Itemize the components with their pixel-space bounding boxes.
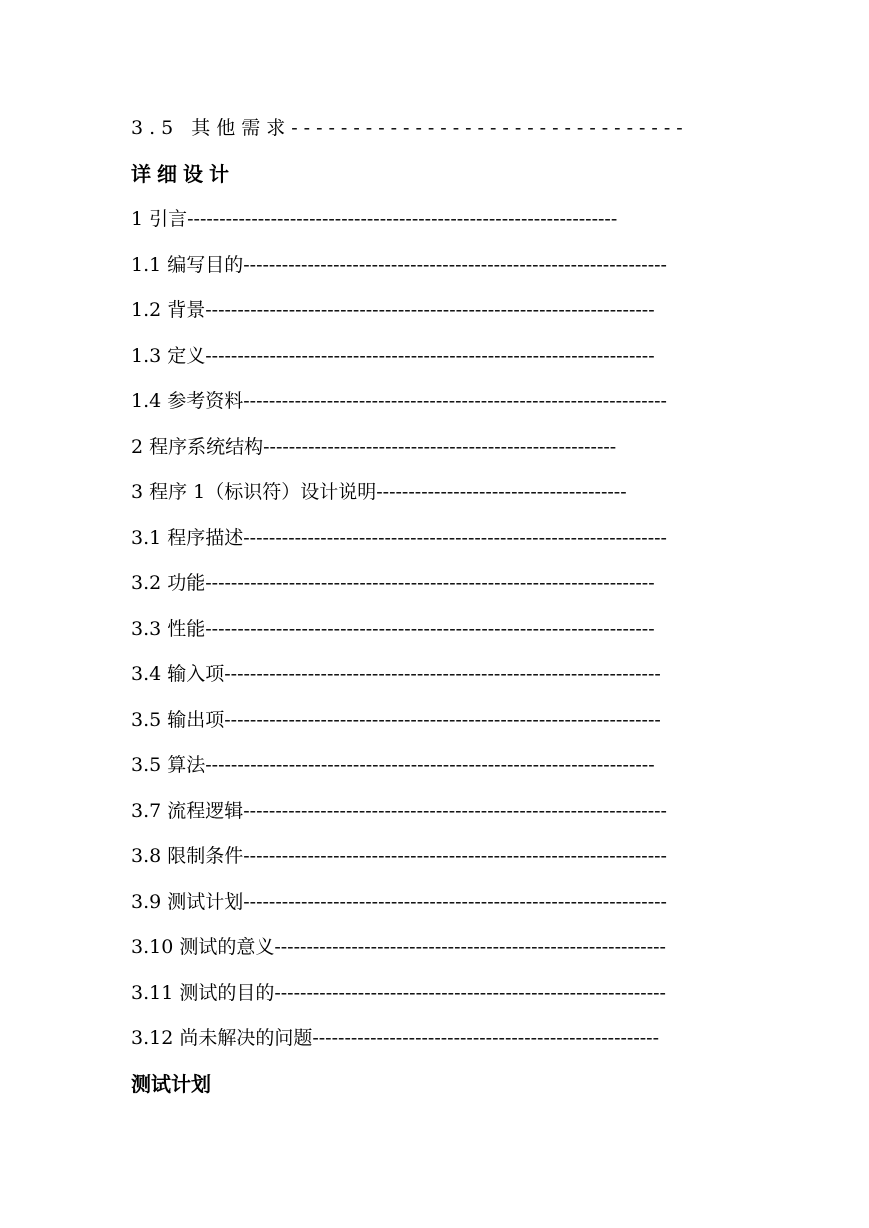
toc-entry-3-8: 3.8 限制条件------------------------------------------------------------------ — [131, 845, 667, 867]
toc-entry-3-1: 3.1 程序描述------------------------------------------------------------------ — [131, 527, 667, 549]
toc-entry-3-5-output: 3.5 输出项-------------------------------------------------------------------- — [131, 709, 661, 731]
toc-entry-3-10: 3.10 测试的意义------------------------------------------------------------- — [131, 936, 666, 958]
toc-entry-3-2: 3.2 功能---------------------------------------------------------------------- — [131, 572, 655, 594]
toc-entry-1-3: 1.3 定义---------------------------------------------------------------------- — [131, 345, 655, 367]
toc-entry-3-5-algorithm: 3.5 算法---------------------------------------------------------------------- — [131, 754, 655, 776]
toc-entry-3-7: 3.7 流程逻辑------------------------------------------------------------------ — [131, 800, 667, 822]
toc-entry-3-11: 3.11 测试的目的------------------------------------------------------------- — [131, 982, 666, 1004]
toc-entry-3: 3 程序 1（标识符）设计说明--------------------------------------- — [131, 481, 627, 503]
toc-entry-3-12: 3.12 尚未解决的问题------------------------------------------------------ — [131, 1027, 660, 1049]
toc-entry-1-1: 1.1 编写目的------------------------------------------------------------------ — [131, 254, 667, 276]
section-heading-detailed-design: 详细设计 — [131, 162, 235, 186]
toc-entry-2: 2 程序系统结构------------------------------------------------------- — [131, 436, 617, 458]
toc-entry-3-3: 3.3 性能---------------------------------------------------------------------- — [131, 618, 655, 640]
toc-entry-1-2: 1.2 背景---------------------------------------------------------------------- — [131, 299, 655, 321]
section-heading-test-plan: 测试计划 — [131, 1072, 211, 1096]
toc-entry-1-4: 1.4 参考资料------------------------------------------------------------------ — [131, 390, 667, 412]
toc-entry-3-9: 3.9 测试计划------------------------------------------------------------------ — [131, 891, 667, 913]
toc-entry-1: 1 引言------------------------------------------------------------------- — [131, 208, 618, 230]
toc-entry-3-5-other-requirements: 3.5 其他需求-------------------------------- — [131, 117, 689, 139]
toc-entry-3-4: 3.4 输入项-------------------------------------------------------------------- — [131, 663, 661, 685]
